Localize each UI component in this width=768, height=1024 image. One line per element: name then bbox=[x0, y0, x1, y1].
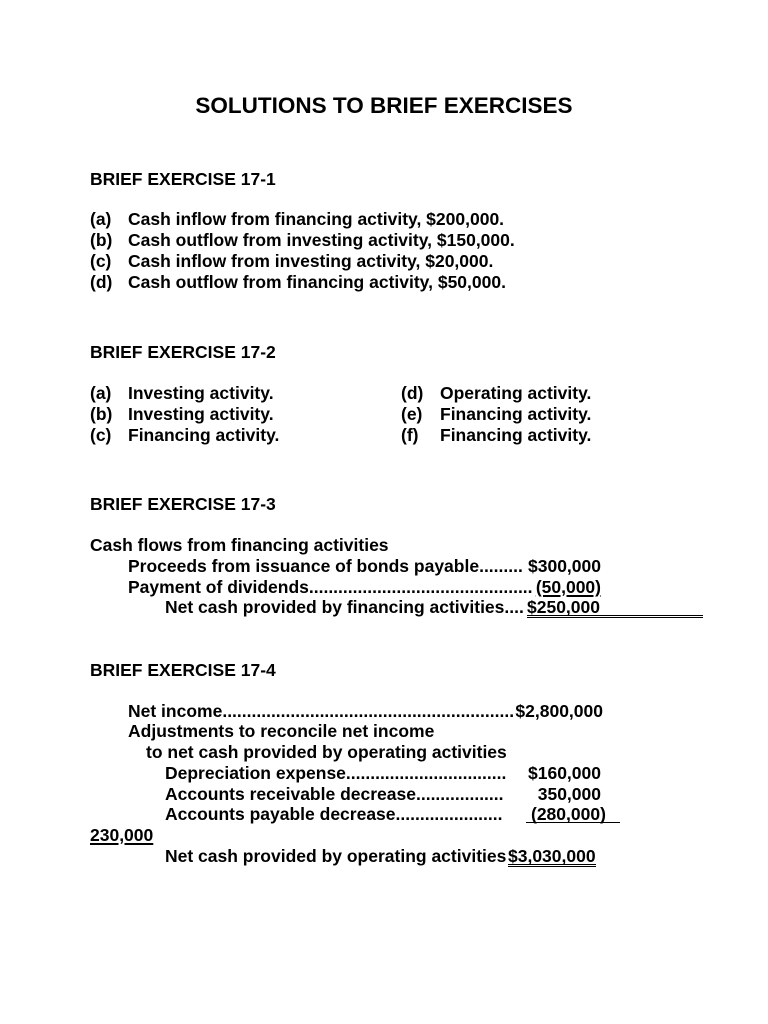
item-letter: (d) bbox=[90, 271, 113, 292]
line-label-text: Accounts payable decrease bbox=[165, 803, 396, 824]
line-amount: 350,000 bbox=[537, 783, 601, 804]
item-letter: (a) bbox=[90, 208, 112, 229]
dot-leader: ......... bbox=[479, 555, 523, 576]
line-label-text: Net income bbox=[128, 700, 223, 721]
exercise-heading: BRIEF EXERCISE 17-2 bbox=[90, 341, 276, 362]
net-income-amount: $2,800,000 bbox=[515, 700, 603, 721]
item-letter: (a) bbox=[90, 382, 112, 403]
dot-leader: ...................... bbox=[395, 803, 503, 824]
line-label bbox=[128, 701, 515, 722]
exercise-heading: BRIEF EXERCISE 17-3 bbox=[90, 493, 276, 514]
item-text: Investing activity. bbox=[128, 382, 274, 403]
line-amount: $300,000 bbox=[528, 555, 601, 576]
total-amount: $3,030,000 bbox=[508, 845, 596, 866]
item-letter: (d) bbox=[401, 382, 424, 403]
line-label-text: Accounts receivable decrease bbox=[165, 783, 416, 804]
adjustments-subheading: to net cash provided by operating activities bbox=[146, 741, 507, 762]
line-label-text: Payment of dividends bbox=[128, 576, 309, 597]
total-label-text: Net cash provided by financing activities bbox=[165, 596, 505, 617]
line-amount: (280,000) bbox=[526, 804, 620, 823]
item-letter: (e) bbox=[401, 403, 423, 424]
item-text: Financing activity. bbox=[440, 424, 592, 445]
item-text: Cash inflow from financing activity, $200,000. bbox=[128, 208, 505, 229]
dot-leader: .................. bbox=[415, 783, 504, 804]
item-text: Investing activity. bbox=[128, 403, 274, 424]
exercise-heading: BRIEF EXERCISE 17-1 bbox=[90, 168, 276, 189]
item-letter: (b) bbox=[90, 229, 113, 250]
adjustments-total: 230,000 bbox=[90, 824, 154, 845]
total-amount: $250,000 bbox=[527, 597, 703, 618]
line-label-text: Proceeds from issuance of bonds payable bbox=[128, 555, 480, 576]
item-text: Cash outflow from investing activity, $150,000. bbox=[128, 229, 515, 250]
dot-leader: .............................................. bbox=[308, 576, 533, 597]
dot-leader: ............................................................ bbox=[222, 700, 515, 721]
item-letter: (f) bbox=[401, 424, 419, 445]
dot-leader: .... bbox=[504, 596, 524, 617]
item-letter: (b) bbox=[90, 403, 113, 424]
section-label: Cash flows from financing activities bbox=[90, 534, 389, 555]
total-label: Net cash provided by operating activities bbox=[165, 845, 507, 866]
line-label-text: Depreciation expense bbox=[165, 762, 346, 783]
total-label bbox=[165, 597, 527, 618]
line-amount: $160,000 bbox=[528, 762, 601, 783]
item-letter: (c) bbox=[90, 250, 112, 271]
page-title: SOLUTIONS TO BRIEF EXERCISES bbox=[195, 93, 573, 118]
item-text: Financing activity. bbox=[440, 403, 592, 424]
item-text: Cash outflow from financing activity, $50,000. bbox=[128, 271, 506, 292]
line-label bbox=[165, 763, 515, 784]
dot-leader: ................................. bbox=[345, 762, 507, 783]
line-label bbox=[165, 804, 515, 825]
line-label bbox=[128, 577, 535, 598]
line-label bbox=[165, 784, 515, 805]
item-text: Cash inflow from investing activity, $20,000. bbox=[128, 250, 494, 271]
line-amount: (50,000) bbox=[535, 576, 601, 597]
item-letter: (c) bbox=[90, 424, 112, 445]
adjustments-heading: Adjustments to reconcile net income bbox=[128, 720, 435, 741]
item-text: Operating activity. bbox=[440, 382, 592, 403]
line-label bbox=[128, 556, 528, 577]
exercise-heading: BRIEF EXERCISE 17-4 bbox=[90, 659, 276, 680]
item-text: Financing activity. bbox=[128, 424, 280, 445]
